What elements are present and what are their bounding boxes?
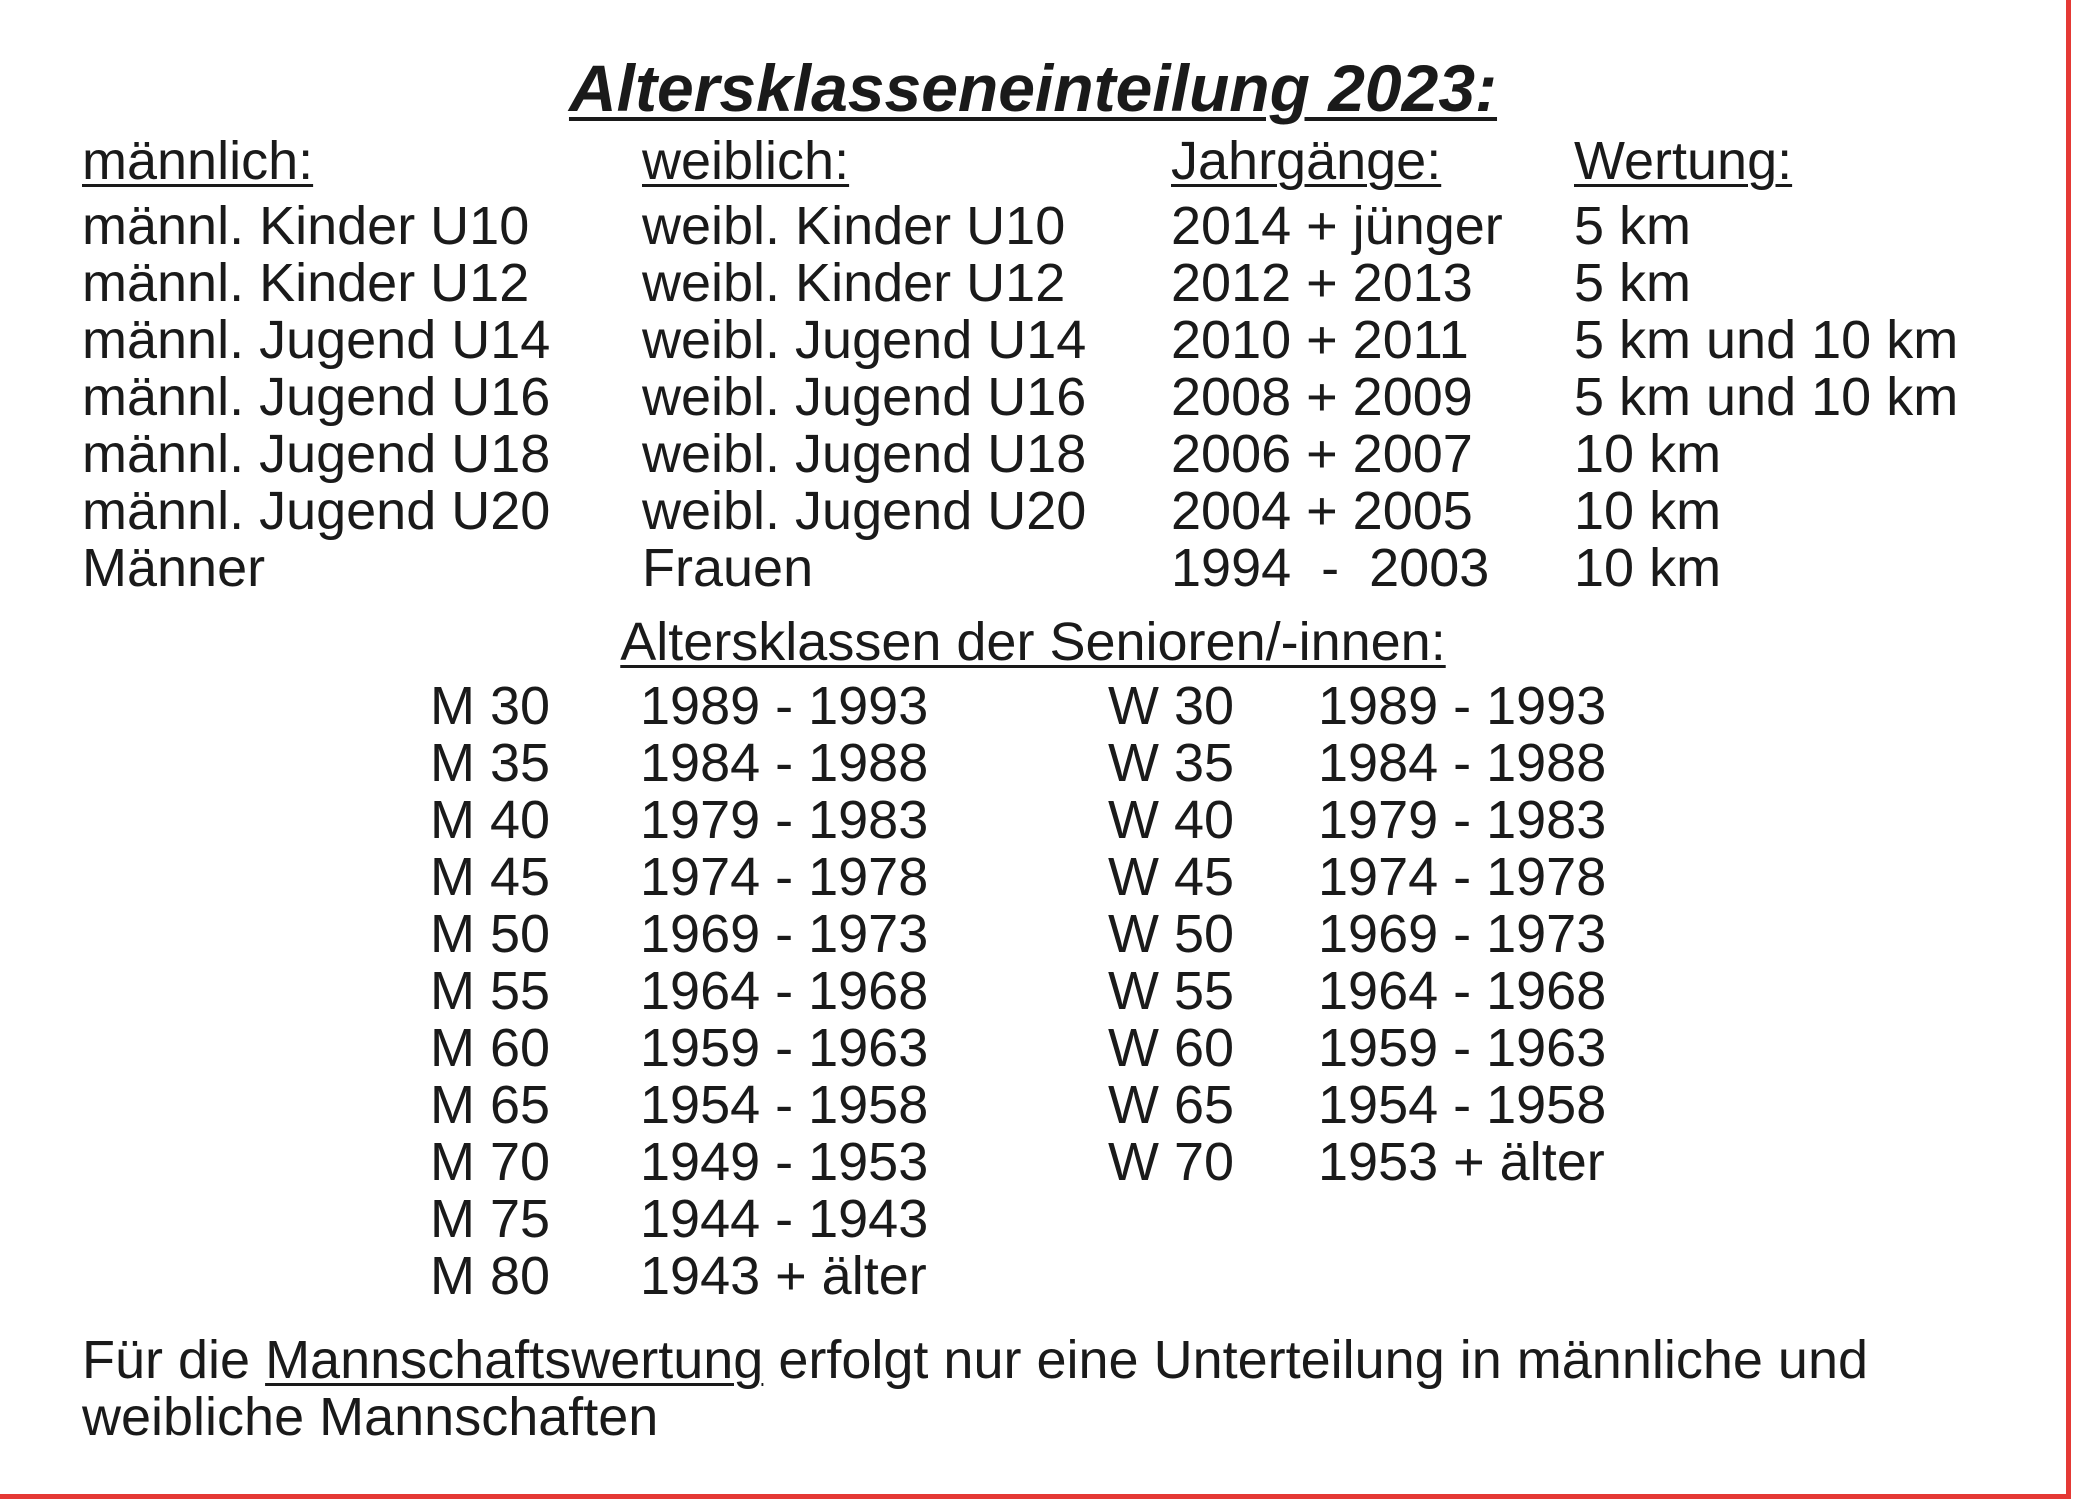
page-title: Altersklasseneinteilung 2023: (568, 51, 1498, 125)
class-female: weibl. Kinder U12 (642, 253, 1066, 313)
seniors-title-text: Altersklassen der Senioren/-innen: (620, 612, 1446, 672)
class-female: weibl. Kinder U10 (642, 196, 1066, 256)
senior-female-class: W 50 (1108, 904, 1235, 964)
class-distance: 5 km (1574, 196, 1692, 256)
senior-row (0, 906, 2066, 963)
header-wertung: Wertung: (1574, 131, 1793, 191)
senior-row (0, 1077, 2066, 1134)
class-row (0, 198, 2066, 255)
class-row (0, 483, 2066, 540)
footer-line-1 (82, 1332, 1982, 1389)
senior-female-years: 1989 - 1993 (1318, 676, 1607, 736)
senior-male-class: M 30 (430, 676, 551, 736)
footer-line-2: weibliche Mannschaften (82, 1387, 659, 1447)
senior-female-class: W 60 (1108, 1018, 1235, 1078)
senior-female-class: W 35 (1108, 733, 1235, 793)
footer-note (82, 1332, 1982, 1446)
senior-row (0, 963, 2066, 1020)
header-row (0, 133, 2066, 190)
header-maennlich: männlich: (82, 131, 314, 191)
header-weiblich: weiblich: (642, 131, 850, 191)
seniors-title (0, 610, 2066, 675)
footer-prefix: Für die (82, 1330, 266, 1390)
senior-female-class: W 30 (1108, 676, 1235, 736)
class-row (0, 255, 2066, 312)
class-male: Männer (82, 538, 266, 598)
senior-row (0, 1248, 2066, 1305)
senior-row (0, 1134, 2066, 1191)
senior-female-class: W 70 (1108, 1132, 1235, 1192)
class-female: Frauen (642, 538, 814, 598)
senior-row (0, 678, 2066, 735)
senior-female-years: 1954 - 1958 (1318, 1075, 1607, 1135)
senior-female-years: 1974 - 1978 (1318, 847, 1607, 907)
senior-male-years: 1964 - 1968 (640, 961, 929, 1021)
class-distance: 5 km und 10 km (1574, 310, 1959, 370)
class-years: 2012 + 2013 (1171, 253, 1473, 313)
class-years: 1994 - 2003 (1171, 538, 1490, 598)
senior-male-class: M 60 (430, 1018, 551, 1078)
senior-row (0, 1191, 2066, 1248)
senior-female-class: W 45 (1108, 847, 1235, 907)
senior-male-years: 1949 - 1953 (640, 1132, 929, 1192)
senior-male-years: 1954 - 1958 (640, 1075, 929, 1135)
senior-male-years: 1943 + älter (640, 1246, 927, 1306)
class-female: weibl. Jugend U16 (642, 367, 1087, 427)
class-distance: 5 km (1574, 253, 1692, 313)
class-distance: 10 km (1574, 481, 1722, 541)
class-female: weibl. Jugend U14 (642, 310, 1087, 370)
class-male: männl. Kinder U12 (82, 253, 530, 313)
footer-suffix: erfolgt nur eine Unterteilung in männliche und (763, 1330, 1869, 1390)
class-male: männl. Jugend U14 (82, 310, 551, 370)
senior-male-years: 1979 - 1983 (640, 790, 929, 850)
senior-male-years: 1944 - 1943 (640, 1189, 929, 1249)
class-distance: 10 km (1574, 424, 1722, 484)
senior-male-years: 1969 - 1973 (640, 904, 929, 964)
class-years: 2008 + 2009 (1171, 367, 1473, 427)
class-row (0, 540, 2066, 597)
senior-male-class: M 50 (430, 904, 551, 964)
senior-female-years: 1984 - 1988 (1318, 733, 1607, 793)
class-row (0, 312, 2066, 369)
senior-male-class: M 45 (430, 847, 551, 907)
senior-row (0, 735, 2066, 792)
senior-male-class: M 55 (430, 961, 551, 1021)
senior-female-years: 1953 + älter (1318, 1132, 1605, 1192)
senior-row (0, 792, 2066, 849)
senior-male-class: M 40 (430, 790, 551, 850)
senior-female-class: W 65 (1108, 1075, 1235, 1135)
class-male: männl. Jugend U18 (82, 424, 551, 484)
senior-male-class: M 70 (430, 1132, 551, 1192)
senior-female-years: 1959 - 1963 (1318, 1018, 1607, 1078)
class-years: 2004 + 2005 (1171, 481, 1473, 541)
senior-female-years: 1969 - 1973 (1318, 904, 1607, 964)
senior-female-class: W 40 (1108, 790, 1235, 850)
class-distance: 10 km (1574, 538, 1722, 598)
senior-male-class: M 35 (430, 733, 551, 793)
header-jahrgaenge: Jahrgänge: (1171, 131, 1442, 191)
team-scoring-term: Mannschaftswertung (265, 1330, 764, 1390)
class-male: männl. Jugend U20 (82, 481, 551, 541)
class-male: männl. Jugend U16 (82, 367, 551, 427)
senior-male-years: 1974 - 1978 (640, 847, 929, 907)
senior-male-years: 1989 - 1993 (640, 676, 929, 736)
senior-female-years: 1964 - 1968 (1318, 961, 1607, 1021)
senior-female-years: 1979 - 1983 (1318, 790, 1607, 850)
class-row (0, 369, 2066, 426)
class-female: weibl. Jugend U18 (642, 424, 1087, 484)
class-row (0, 426, 2066, 483)
class-years: 2010 + 2011 (1171, 310, 1469, 370)
senior-row (0, 849, 2066, 906)
class-female: weibl. Jugend U20 (642, 481, 1087, 541)
class-male: männl. Kinder U10 (82, 196, 530, 256)
senior-male-class: M 80 (430, 1246, 551, 1306)
class-years: 2014 + jünger (1171, 196, 1503, 256)
senior-row (0, 1020, 2066, 1077)
senior-male-class: M 75 (430, 1189, 551, 1249)
class-distance: 5 km und 10 km (1574, 367, 1959, 427)
senior-male-years: 1959 - 1963 (640, 1018, 929, 1078)
senior-male-years: 1984 - 1988 (640, 733, 929, 793)
class-years: 2006 + 2007 (1171, 424, 1473, 484)
senior-female-class: W 55 (1108, 961, 1235, 1021)
senior-male-class: M 65 (430, 1075, 551, 1135)
